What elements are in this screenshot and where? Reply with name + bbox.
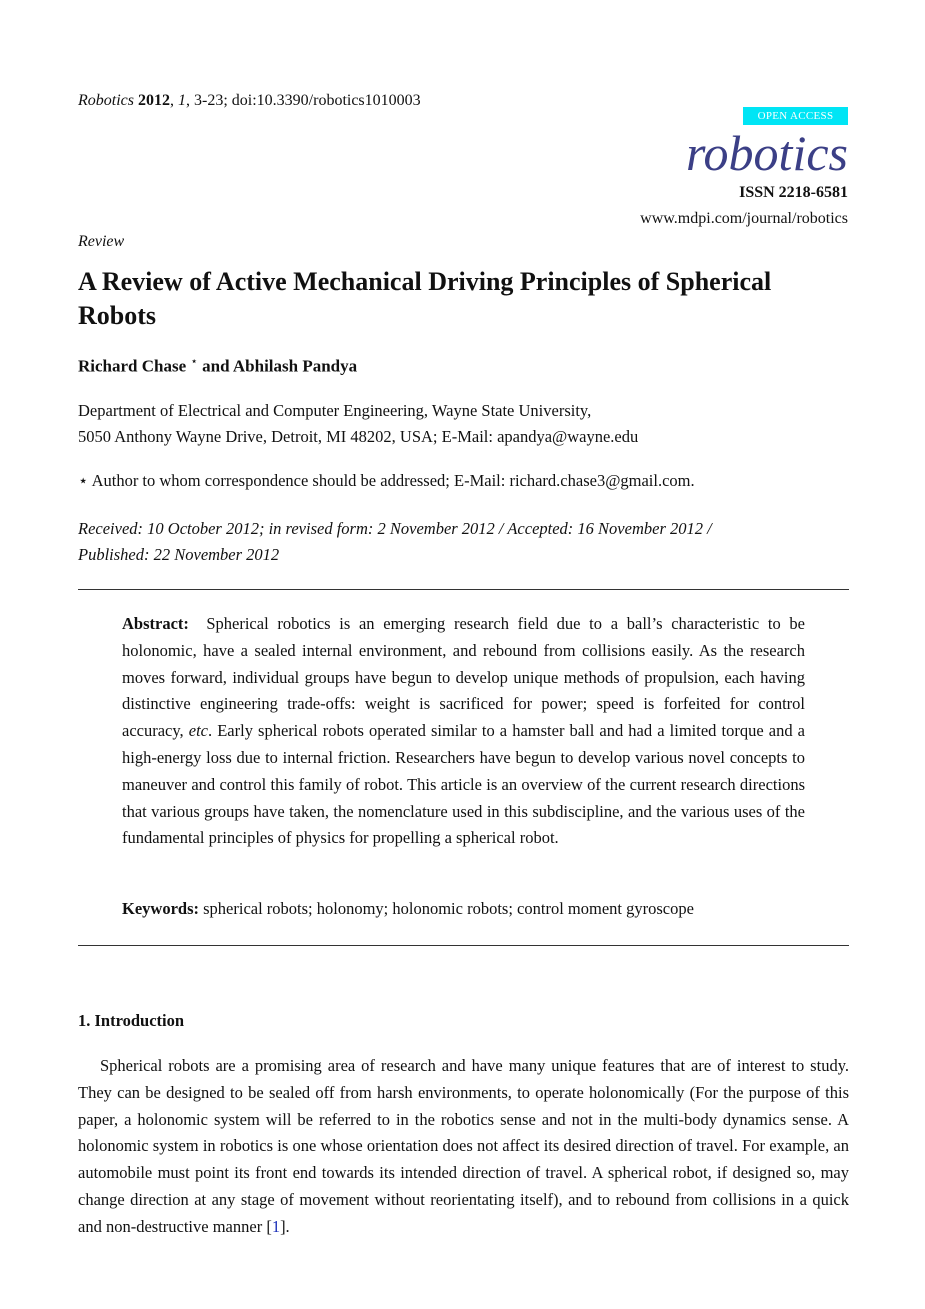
citation-line: Robotics 2012, 1, 3-23; doi:10.3390/robotics1010003: [78, 92, 421, 109]
journal-name-italic: Robotics: [78, 92, 134, 109]
keywords-label: Keywords:: [122, 899, 199, 918]
corresponding-star: ⋆: [190, 354, 198, 368]
abstract-text-2: . Early spherical robots operated similar to a hamster ball and had a limited torque and a high-energy loss due to internal friction. Researchers have begun to develop various novel concepts to maneuver and control this family of robot. This article is an overview of the current research directions that various groups have taken, the nomenclature used in this subdiscipline, and the various uses of the fundamental principles of physics for propelling a spherical robot.: [122, 721, 805, 848]
dates: [78, 516, 838, 568]
author-2: and Abhilash Pandya: [197, 356, 358, 376]
journal-logo: robotics: [685, 125, 848, 181]
abstract: [122, 611, 805, 852]
affiliation-line-2: 5050 Anthony Wayne Drive, Detroit, MI 48202, USA; E-Mail: apandya@wayne.edu: [78, 427, 639, 446]
abstract-text-1: Spherical robotics is an emerging research field due to a ball’s characteristic to be holonomic, have a sealed internal environment, and rebound from collisions easily. As the research moves forward, individual groups have begun to develop unique methods of propulsion, each having distinctive engineering trade-offs: weight is sacrificed for power; speed is forfeited for control accuracy,: [122, 614, 805, 741]
divider-top: [78, 589, 849, 590]
author-1: Richard Chase: [78, 356, 187, 376]
volume: 1: [178, 92, 186, 109]
year: 2012: [138, 92, 170, 109]
intro-paragraph: [78, 1053, 849, 1241]
ref-open: [: [266, 1216, 272, 1236]
ref-close: ].: [280, 1216, 290, 1236]
reference-link[interactable]: 1: [271, 1216, 281, 1236]
dates-line-2: Published: 22 November 2012: [78, 545, 280, 564]
pages-doi: , 3-23; doi:10.3390/robotics1010003: [186, 92, 421, 109]
issn: ISSN 2218-6581: [739, 184, 848, 201]
journal-url[interactable]: www.mdpi.com/journal/robotics: [640, 210, 848, 227]
divider-bottom: [78, 945, 849, 946]
article-type: Review: [78, 233, 125, 250]
article-title: A Review of Active Mechanical Driving Principles of Spherical Robots: [78, 267, 772, 330]
intro-text: Spherical robots are a promising area of research and have many unique features that are of interest to study. They can be designed to be sealed off from harsh environments, to operate holonomically (For the purpose of this paper, a holonomic system will be referred to in the robotics sense and not in the multi-body dynamics sense. A holonomic system in robotics is one whose orientation does not affect its desired direction of travel. For example, an automobile must point its front end towards its intended direction of travel. A spherical robot, if designed so, may change direction at any stage of movement without reorientating itself), and to rebound from collisions in a quick and non-destructive manner: [78, 1056, 849, 1236]
correspondence-note: [78, 471, 695, 491]
dates-line-1: Received: 10 October 2012; in revised form: 2 November 2012 / Accepted: 16 November 2012 /: [78, 519, 712, 538]
section-heading: 1. Introduction: [78, 1011, 185, 1030]
affiliation-line-1: Department of Electrical and Computer Engineering, Wayne State University,: [78, 401, 592, 420]
keywords-text: spherical robots; holonomy; holonomic robots; control moment gyroscope: [203, 899, 694, 918]
abstract-etc: etc: [188, 721, 208, 741]
keywords: [122, 899, 805, 919]
corresponding-star-note: ⋆: [78, 471, 89, 490]
abstract-label: Abstract:: [122, 614, 189, 633]
affiliation: [78, 398, 638, 450]
correspondence-text: Author to whom correspondence should be addressed; E-Mail: richard.chase3@gmail.com.: [91, 471, 695, 490]
authors: [78, 354, 357, 377]
open-access-badge: OPEN ACCESS: [743, 107, 848, 125]
